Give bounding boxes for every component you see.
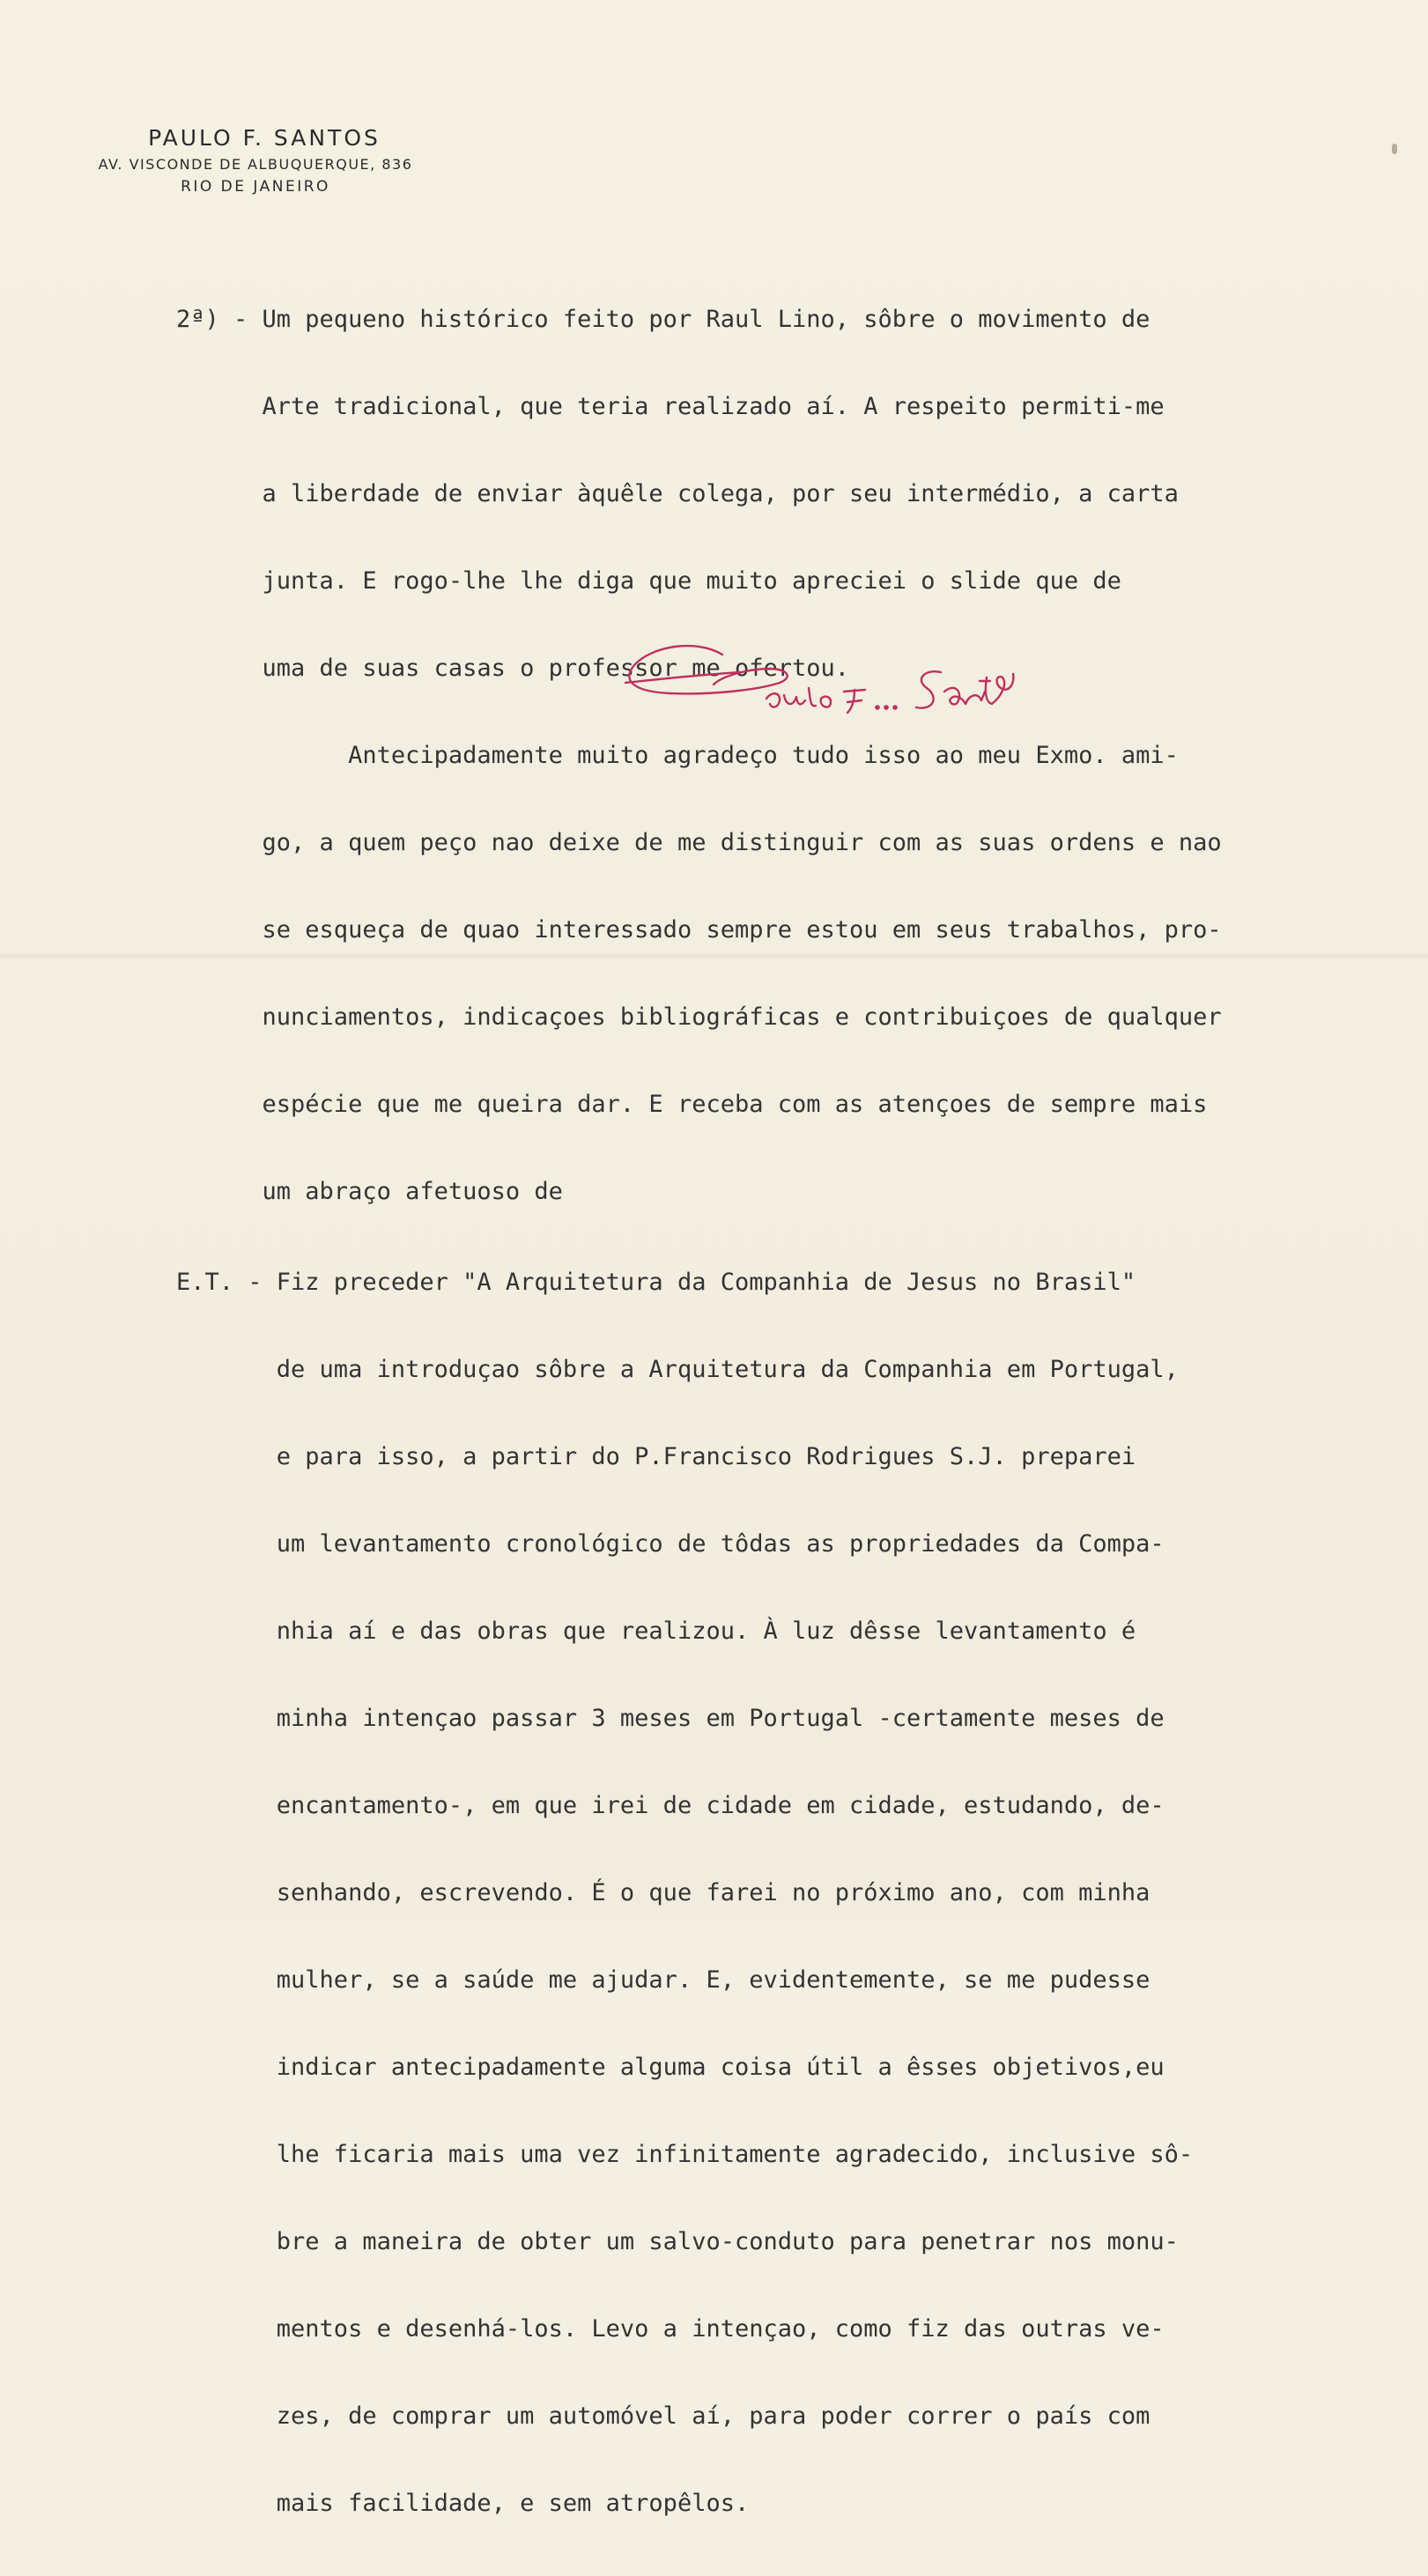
text-line: indicar antecipadamente alguma coisa útil a êsses objetivos,eu	[176, 2054, 1165, 2081]
text-line: Arte tradicional, que teria realizado aí. A respeito permiti-me	[176, 393, 1165, 420]
text-line: senhando, escrevendo. É o que farei no próximo ano, com minha	[176, 1879, 1151, 1906]
handwritten-signature	[617, 630, 1092, 727]
text-line: encantamento-, em que irei de cidade em cidade, estudando, de-	[176, 1792, 1165, 1819]
letterhead-name: PAULO F. SANTOS	[148, 125, 381, 151]
text-line: se esqueça de quao interessado sempre estou em seus trabalhos, pro-	[176, 916, 1222, 944]
text-line: de uma introduçao sôbre a Arquitetura da Companhia em Portugal,	[176, 1356, 1179, 1383]
text-line: E.T. - Fiz preceder "A Arquitetura da Companhia de Jesus no Brasil"	[176, 1269, 1136, 1296]
text-line: junta. E rogo-lhe lhe diga que muito apreciei o slide que de	[176, 567, 1121, 595]
letterhead	[70, 125, 440, 196]
text-line: zes, de comprar um automóvel aí, para poder correr o país com	[176, 2402, 1151, 2430]
text-line: a liberdade de enviar àquêle colega, por seu intermédio, a carta	[176, 480, 1179, 507]
text-line: e para isso, a partir do P.Francisco Rodrigues S.J. preparei	[176, 1443, 1136, 1470]
text-line: Antecipadamente muito agradeço tudo isso ao meu Exmo. ami-	[176, 742, 1179, 769]
text-line: go, a quem peço nao deixe de me distinguir com as suas ordens e nao	[176, 829, 1222, 856]
body-paragraph	[176, 247, 1222, 1264]
text-line: mulher, se a saúde me ajudar. E, evidentemente, se me pudesse	[176, 1966, 1151, 1994]
text-line: mais facilidade, e sem atropêlos.	[176, 2490, 750, 2517]
postscript	[176, 1210, 1193, 2576]
text-line: lhe ficaria mais uma vez infinitamente agradecido, inclusive sô-	[176, 2141, 1194, 2168]
text-line: minha intençao passar 3 meses em Portugal -certamente meses de	[176, 1705, 1165, 1732]
text-line: nhia aí e das obras que realizou. À luz dêsse levantamento é	[176, 1617, 1136, 1645]
text-line: um levantamento cronológico de tôdas as propriedades da Compa-	[176, 1530, 1165, 1558]
paper-spot	[1392, 144, 1397, 154]
text-line: espécie que me queira dar. E receba com as atençoes de sempre mais	[176, 1091, 1208, 1118]
text-line: uma de suas casas o professor me ofertou.	[176, 655, 850, 682]
text-line: nunciamentos, indicaçoes bibliográficas e contribuiçoes de qualquer	[176, 1003, 1222, 1031]
text-line: 2ª) - Um pequeno histórico feito por Raul Lino, sôbre o movimento de	[176, 306, 1151, 333]
text-line: um abraço afetuoso de	[176, 1178, 563, 1205]
letterhead-address: AV. VISCONDE DE ALBUQUERQUE, 836	[98, 156, 413, 173]
text-line: bre a maneira de obter um salvo-conduto para penetrar nos monu-	[176, 2228, 1179, 2255]
text-line: mentos e desenhá-los. Levo a intençao, como fiz das outras ve-	[176, 2315, 1165, 2343]
letterhead-city: RIO DE JANEIRO	[181, 178, 330, 196]
